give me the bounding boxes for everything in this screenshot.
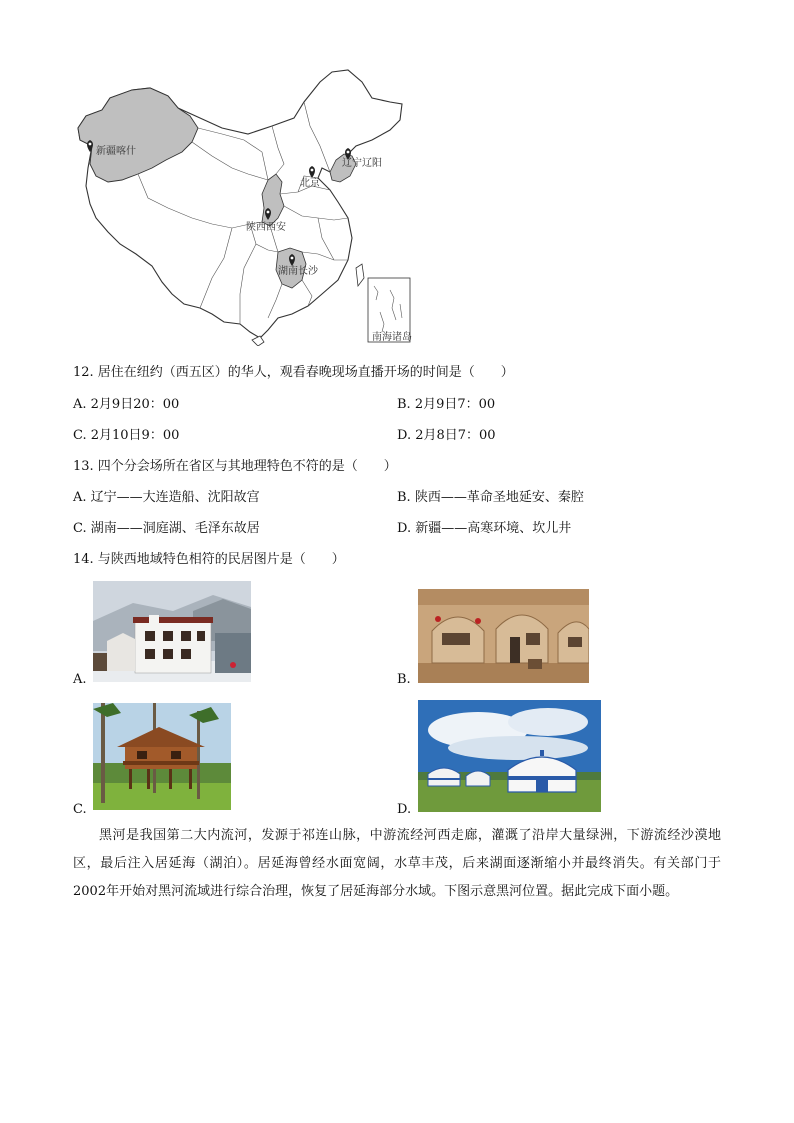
house-image-d[interactable]: [418, 700, 601, 812]
house-image-a[interactable]: [93, 581, 251, 682]
label-beijing: 北京: [300, 178, 320, 189]
taiwan-island: [356, 264, 364, 286]
q14-label-c[interactable]: C.: [73, 802, 87, 817]
china-map: [72, 68, 417, 346]
q14-stem: 14. 与陕西地域特色相符的民居图片是（ ）: [73, 552, 345, 567]
label-liaoning: 辽宁辽阳: [342, 158, 382, 169]
q13-option-a[interactable]: A. 辽宁——大连造船、沈阳故宫: [73, 490, 260, 505]
heihe-passage: 黑河是我国第二大内流河，发源于祁连山脉，中游流经河西走廊，灌溉了沿岸大量绿洲，下游流经沙漠地区，最后注入居延海（湖泊）。居延海曾经水面宽阔，水草丰茂，后来湖面逐渐缩小并最终消失。有关部门于2002年开始对黑河流域进行综合治理，恢复了居延海部分水域。下图示意黑河位置。据此完成下面小题。: [73, 828, 721, 899]
house-image-c[interactable]: [93, 703, 231, 810]
label-xinjiang: 新疆喀什: [96, 146, 136, 157]
q12-option-a[interactable]: A. 2月9日20：00: [73, 397, 180, 412]
house-image-b[interactable]: [418, 589, 589, 683]
q14-label-b[interactable]: B.: [397, 672, 411, 687]
q13-stem: 13. 四个分会场所在省区与其地理特色不符的是（ ）: [73, 459, 397, 474]
q12-option-d[interactable]: D. 2月8日7：00: [397, 428, 496, 443]
q13-option-b[interactable]: B. 陕西——革命圣地延安、秦腔: [397, 490, 584, 505]
label-hunan: 湖南长沙: [278, 266, 318, 277]
label-shaanxi: 陕西西安: [246, 222, 286, 233]
q12-option-b[interactable]: B. 2月9日7：00: [397, 397, 496, 412]
q13-option-c[interactable]: C. 湖南——洞庭湖、毛泽东故居: [73, 521, 260, 536]
q12-stem: 12. 居住在纽约（西五区）的华人，观看春晚现场直播开场的时间是（ ）: [73, 365, 514, 380]
q14-label-d[interactable]: D.: [397, 802, 412, 817]
hainan-island: [252, 336, 264, 346]
label-south-sea: 南海诸岛: [372, 332, 412, 343]
q12-option-c[interactable]: C. 2月10日9：00: [73, 428, 180, 443]
q14-label-a[interactable]: A.: [73, 672, 87, 687]
q13-option-d[interactable]: D. 新疆——高寒环境、坎儿井: [397, 521, 572, 536]
china-map-svg: [72, 68, 417, 346]
